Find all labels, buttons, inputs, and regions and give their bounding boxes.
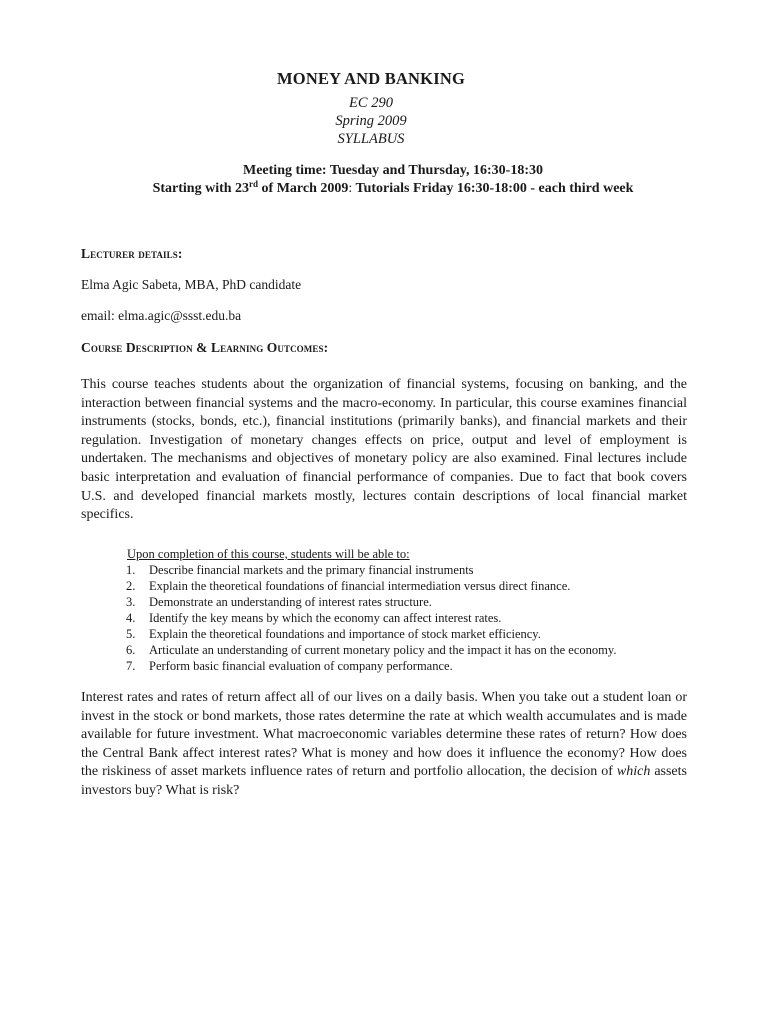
course-description-heading: Course Description & Learning Outcomes: (81, 340, 329, 355)
start-date-rest: of March 2009 (258, 181, 349, 196)
outcome-text: Explain the theoretical foundations and importance of stock market efficiency. (149, 627, 541, 641)
colon-separator: : (348, 181, 353, 196)
outcome-text: Describe financial markets and the primary financial instruments (149, 563, 474, 577)
learning-outcomes (127, 546, 616, 674)
outcome-number: 1. (126, 563, 136, 577)
tutorials-info: Tutorials Friday 16:30-18:00 - each third week (352, 181, 634, 196)
outcome-number: 3. (126, 595, 136, 609)
course-description-paragraph: This course teaches students about the organization of financial systems, focusing on banking, and the interaction between financial systems and the macro-economy. In particular, this course examines financial instruments (stocks, bonds, etc.), financial institutions (primarily banks), and financial markets and their regulation. Investigation of monetary changes effects on price, output and level of employment is undertaken. The mechanisms and objectives of monetary policy are also examined. Final lectures include basic interpretation and evaluation of financial performance of companies. Due to fact that book covers U.S. and developed financial markets mostly, lectures contain descriptions of local financial market specifics. (81, 377, 687, 523)
outcome-item (127, 610, 616, 626)
outcome-text: Identify the key means by which the economy can affect interest rates. (149, 611, 502, 625)
outcome-item (127, 642, 616, 658)
document-title: MONEY AND BANKING (277, 69, 465, 88)
outcome-text: Perform basic financial evaluation of company performance. (149, 659, 453, 673)
outcome-number: 7. (126, 659, 136, 673)
outcomes-intro: Upon completion of this course, students will be able to: (127, 547, 410, 561)
outcome-item (127, 562, 616, 578)
outcomes-list (127, 562, 616, 674)
course-term: Spring 2009 (335, 113, 407, 129)
outcome-number: 6. (126, 643, 136, 657)
document-type: SYLLABUS (337, 131, 405, 147)
outcome-number: 4. (126, 611, 136, 625)
lecturer-email: email: elma.agic@ssst.edu.ba (81, 308, 242, 323)
lecturer-name: Elma Agic Sabeta, MBA, PhD candidate (81, 277, 302, 292)
lecturer-details-heading: Lecturer details: (81, 246, 183, 261)
closing-emphasis: which (616, 764, 651, 780)
course-code: EC 290 (349, 95, 393, 111)
outcome-item (127, 626, 616, 642)
outcome-number: 5. (126, 627, 136, 641)
ordinal-suffix: rd (249, 179, 259, 189)
outcome-item (127, 658, 616, 674)
outcome-text: Explain the theoretical foundations of financial intermediation versus direct finance. (149, 579, 571, 593)
interest-rates-paragraph (81, 689, 687, 801)
start-and-tutorials (0, 181, 768, 197)
outcome-text: Demonstrate an understanding of interest rates structure. (149, 595, 432, 609)
outcome-text: Articulate an understanding of current monetary policy and the impact it has on the economy. (149, 643, 617, 657)
closing-text-before: Interest rates and rates of return affect all of our lives on a daily basis. When you take out a student loan or invest in the stock or bond markets, those rates determine the rate at which wealth accumulates and is made available for future investment. What macroeconomic variables determine these rates of return? How does the Central Bank affect interest rates? What is money and how does it influence the economy? How does the riskiness of asset markets influence rates of return and portfolio allocation, the decision of (81, 690, 687, 780)
outcome-item (127, 578, 616, 594)
meeting-time: Meeting time: Tuesday and Thursday, 16:30-18:30 (243, 163, 543, 178)
start-date-prefix: Starting with 23 (152, 181, 250, 196)
outcome-item (127, 594, 616, 610)
closing-text-after: assets investors buy? What is risk? (81, 764, 687, 798)
outcome-number: 2. (126, 579, 136, 593)
